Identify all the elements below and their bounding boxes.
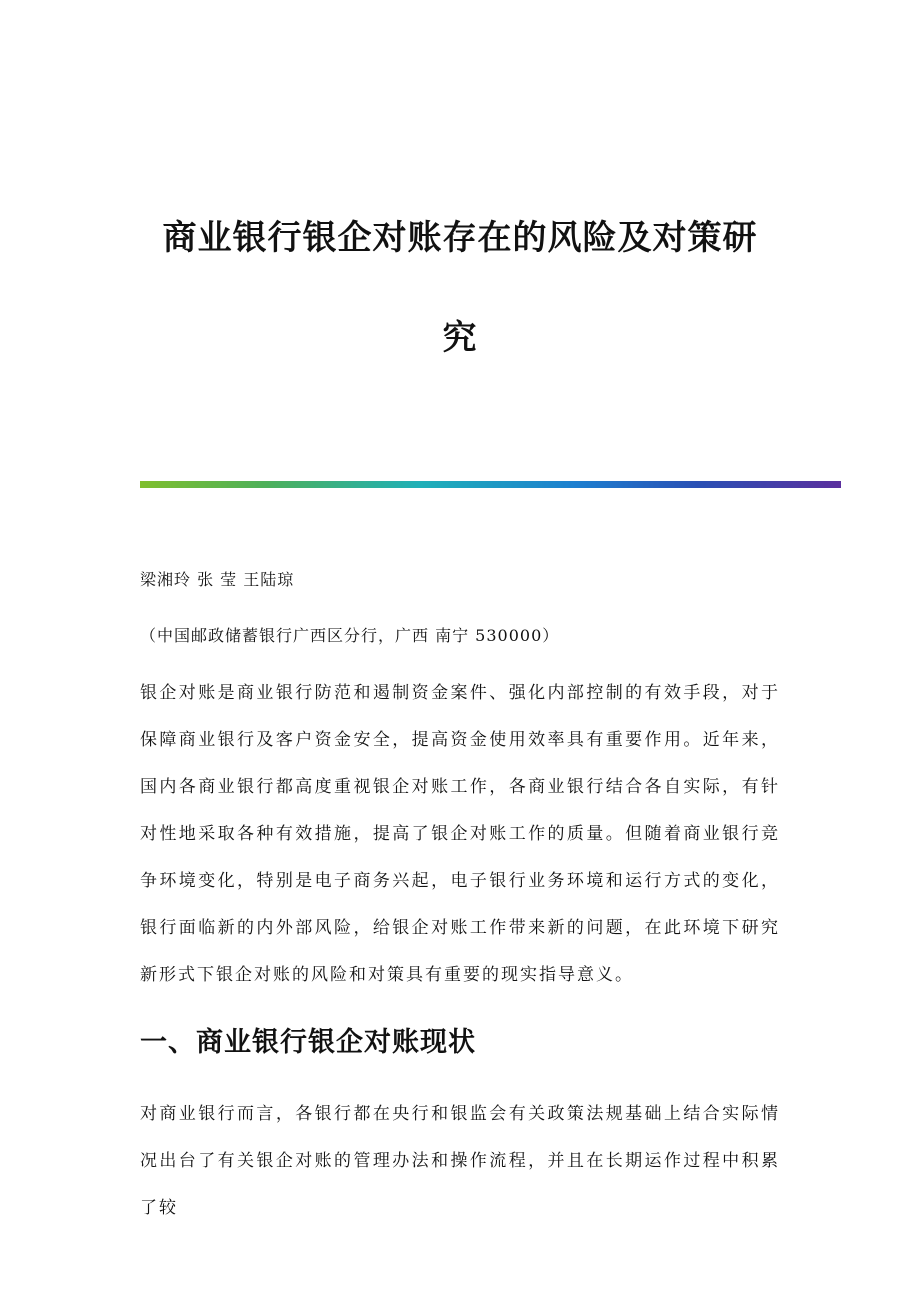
document-title-line-1: 商业银行银企对账存在的风险及对策研 (162, 218, 758, 258)
abstract-paragraph: 银企对账是商业银行防范和遏制资金案件、强化内部控制的有效手段，对于保障商业银行及客户资金安全，提高资金使用效率具有重要作用。近年来，国内各商业银行都高度重视银企对账工作，各商业银行结合各自实际，有针对性地采取各种有效措施，提高了银企对账工作的质量。但随着商业银行竞争环境变化，特别是电子商务兴起，电子银行业务环境和运行方式的变化，银行面临新的内外部风险，给银企对账工作带来新的问题，在此环境下研究新形式下银企对账的风险和对策具有重要的现实指导意义。 (140, 683, 780, 985)
section-heading: 一、商业银行银企对账现状 (140, 1027, 476, 1058)
title-divider (140, 481, 841, 488)
document-title-line-2: 究 (442, 318, 478, 358)
affiliation: （中国邮政储蓄银行广西区分行，广西 南宁 530000） (140, 626, 560, 645)
authors: 梁湘玲 张 莹 王陆琼 (140, 570, 295, 589)
body-paragraph: 对商业银行而言，各银行都在央行和银监会有关政策法规基础上结合实际情况出台了有关银企对账的管理办法和操作流程，并且在长期运作过程中积累了较 (140, 1104, 780, 1218)
